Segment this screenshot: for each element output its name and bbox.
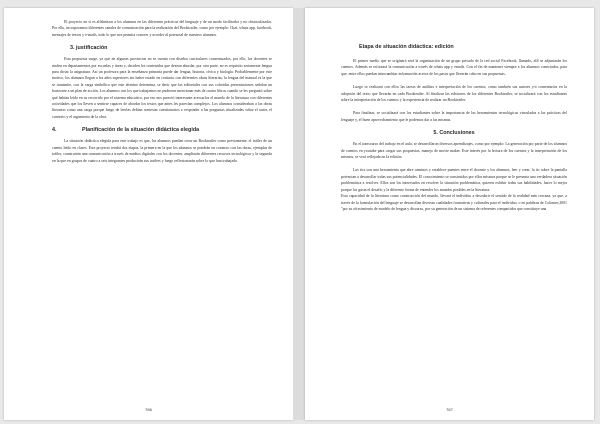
page-number-left: 766 <box>145 407 152 412</box>
section-4-heading <box>52 127 272 134</box>
section-4-title: Planificación de la situación didáctica elegida <box>82 127 200 134</box>
right-text-column <box>341 44 567 212</box>
page-number-right: 767 <box>446 407 453 412</box>
stage-paragraph-2: Luego se realizará con ellos las tareas de análisis e interpretación de los cuentos, como también sus autores y/o comentarios en la adopción del texto que llevarán en cada Booktrailer. Al finalizar las ediciones de los diferentes Booktrailer, se socializará con los estudiantes sobre la interpretación de los cuentos y la experiencia de realizar un Booktrailer. <box>341 85 567 103</box>
intro-paragraph: El proyecto en sí es alfabetizar a los alumnos en las diferentes prácticas del lenguaje y de un modo facilitador y no obstaculizador. Por ello, incorporamos diferentes canales de comunicación para la realización del Booktrailer, como por ejemplo: Chat, whats app, facebook, mensajes de textos y e-mails, todo lo que nos permita conocer y acceder al potencial de nuestros alumnos. <box>52 20 272 37</box>
section-5-paragraph-3: Esta capacidad de la literatura como construcción del mundo, llevará el individuo a descubrir el sentido de la realidad más cercana, ya que, a través de la formulación del lenguaje se desarrollan diversas cualidades formativas y culturales para el individuo, o en palabras de Colomer,2001 "por su ofrecimiento de modelo de lengua y discurso, por su generación de un sistema de referentes compartidos que constituye una <box>341 194 567 211</box>
left-page <box>4 8 293 420</box>
section-4-number: 4. <box>52 127 57 134</box>
section-5-heading: 5. Conclusiones <box>433 130 475 137</box>
right-page <box>305 8 594 420</box>
section-4-body: La situación didáctica elegida para este trabajo es que, los alumnos puedan crear un Booktrailer como previamente, el tráiler de un cuento leído en clases. Este proyecto tendrá dos etapas, la primera en la que los alumnos se pondrán en contacto con las obras, ejemplos de tráiler, construirán una comunicación a través de medios digitales con los docentes, ampliarán diferentes recursos tecnológicos y la segunda en la que en grupos de cuatro a seis integrantes producirán sus trailers y luego reflexionarán sobre lo que han trabajado. <box>52 139 272 163</box>
section-5-paragraph-1: En el transcurso del trabajo en el aula, se desarrollaron diversos aprendizajes, como por ejemplo: La generación por parte de los alumnos de cuentos en youtube para cargar sus propuestas, manejo de movie maker. Este interés por la lectura de los cuentos y la interpretación de los mismos, se verá reflejada en la edición. <box>341 142 567 160</box>
section-3-body: Esta propuesta surge, ya que en algunas provincias no se cuenta con diseños curriculares consensuados, por ello, los docentes se rinden en departamentos por escuelas y áreas y, deciden los contenidos que desean abordar, por otra parte, no es requisito seriamente lengua para dictar la asignatura. Así un profesora para la enseñanza primaria puede dar lengua, historia, cívica y biología. Probablemente por este motivo, los alumnos llegan a los años superiores sin haber estado en contacto con diferentes obras literarias, la lengua del manual es la que se transmite, con la carga simbólica que este término determina, se decir que las editoriales con sus coloridas presentaciones señalan un horizonte a un plan de acción. Los alumnos con los que trabajamos no pudieron mencionar más de cuatro libros cuando se les preguntó sobre qué habían leído en su recorrido por el sistema educativo, por eso nos pareció interesante acercarlos el mundo de la literatura con diferentes actividades que los lleven a sentirse capaces de abordar los textos que antes les parecían complejos. Los alumnos consideraban a las obras literarias como una carga porque luego de leerlas debían contestar cuestionarios o responder a las preguntas ritualizadas sobre el autor, el contexto y el argumento de la obra. <box>52 57 272 119</box>
book-gutter <box>293 8 305 420</box>
stage-paragraph-3: Para finalizar, se socializará con los estudiantes sobre la importancia de las herramientas tecnológicas vinculadas a las prácticas del lenguaje y, el buen aprovechamiento que le podemos dar a las mismas. <box>341 111 567 122</box>
section-5-paragraph-2: Las tics son una herramienta que abre caminos y establece puentes entre el docente y los alumnos, leer y crear, la tic sobre la pantalla potencian a desarrollar todas sus potencialidades. El conocimiento se construidos por ellos mismos porque se le presenta una verdadera situación problemática a resolver. Ellos son los interesados en resolver la situación problemática, quieren exhibir todas sus habilidades, hacer lo mejor porque los gusta el desafío y la diferente forma de entender los mundos posibles en la literatura. <box>341 168 567 192</box>
section-3-heading: 3. justificación <box>70 45 108 52</box>
stage-heading: Etapa de situación didáctica: edición <box>359 44 454 50</box>
stage-paragraph-1: El primer medio que se originará será la organización de un grupo privado de la red social Facebook, llamado, allí se adjuntarán los cuentos. Además se reforzará la comunicación a través de whats app y emails. Con el fin de mantener siempre a los alumnos conectados, para que, entre ellos puedan intercambiar información acerca de los pasos que llevarán cabo en sus propuestas. <box>341 59 567 76</box>
left-text-column <box>52 19 272 164</box>
